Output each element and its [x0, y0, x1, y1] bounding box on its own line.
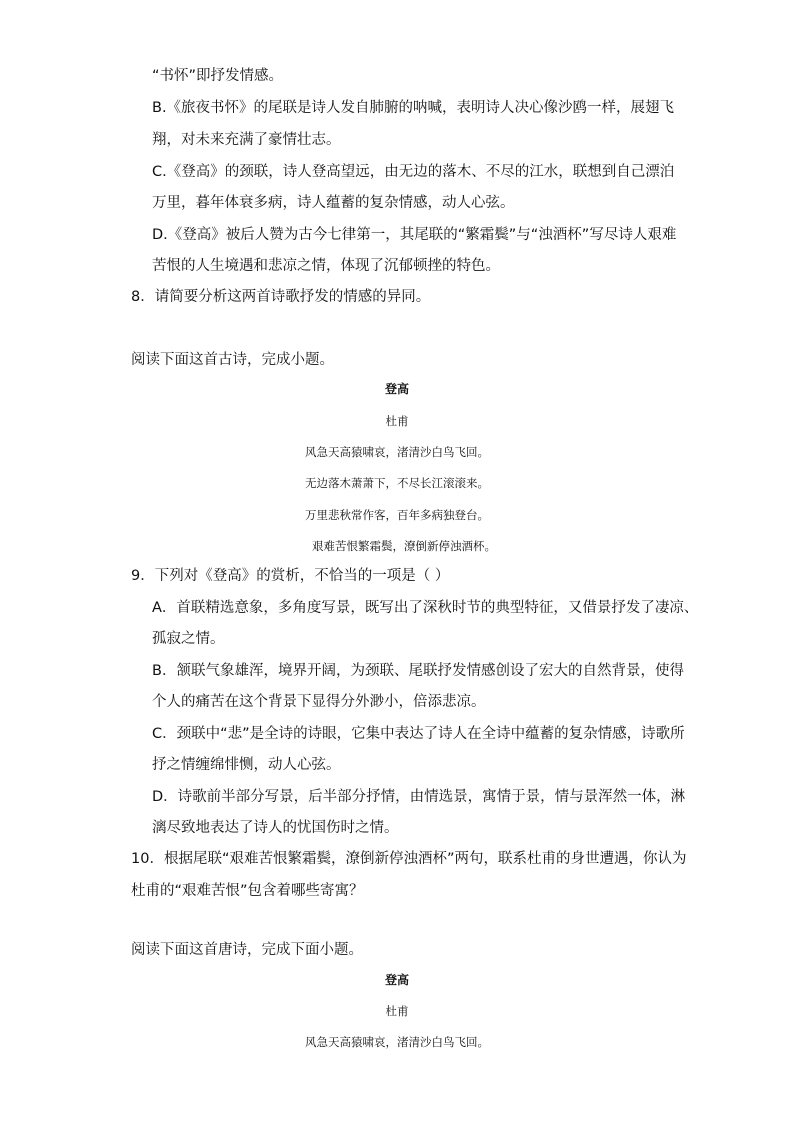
question-8: 8．请简要分析这两首诗歌抒发的情感的异同。 [131, 289, 431, 305]
question-9-option-b-line1: B．颔联气象雄浑，境界开阔，为颈联、尾联抒发情感创设了宏大的自然背景，使得 [152, 663, 684, 679]
question-9-option-b-line2: 个人的痛苦在这个背景下显得分外渺小，倍添悲凉。 [152, 694, 486, 710]
option-b-line1: B.《旅夜书怀》的尾联是诗人发自肺腑的呐喊，表明诗人决心像沙鸥一样，展翅飞 [152, 100, 675, 116]
question-9-option-a-line1: A．首联精选意象，多角度写景，既写出了深秋时节的典型特征，又借景抒发了凄凉、 [152, 600, 699, 616]
option-d-line2: 苦恨的人生境遇和悲凉之情，体现了沉郁顿挫的特色。 [152, 258, 500, 274]
poem-2-line-1: 风急天高猿啸哀，渚清沙白鸟飞回。 [305, 1035, 489, 1049]
option-d-line1: D.《登高》被后人赞为古今七律第一，其尾联的“繁霜鬓”与“浊酒杯”写尽诗人艰难 [152, 227, 677, 243]
poem-2-author: 杜甫 [385, 1004, 409, 1018]
reading-instruction-2: 阅读下面这首唐诗，完成下面小题。 [131, 942, 363, 958]
question-9-option-d-line2: 漓尽致地表达了诗人的忧国伤时之情。 [152, 820, 399, 836]
poem-1-author: 杜甫 [385, 414, 409, 428]
option-b-line2: 翔，对未来充满了豪情壮志。 [152, 132, 341, 148]
question-10-line2: 杜甫的“艰难苦恨”包含着哪些寄寓？ [131, 883, 364, 899]
reading-instruction-1: 阅读下面这首古诗，完成小题。 [131, 352, 334, 368]
question-10-line1: 10．根据尾联“艰难苦恨繁霜鬓，潦倒新停浊酒杯”两句，联系杜甫的身世遭遇，你认为 [131, 851, 687, 867]
poem-1-line-3: 万里悲秋常作客，百年多病独登台。 [305, 508, 489, 522]
question-9-option-c-line1: C．颈联中“悲”是全诗的诗眼，它集中表达了诗人在全诗中蕴蓄的复杂情感，诗歌所 [152, 726, 685, 742]
question-9-option-a-line2: 孤寂之情。 [152, 631, 225, 647]
option-c-line1: C.《登高》的颈联，诗人登高望远，由无边的落木、不尽的江水，联想到自己漂泊 [152, 164, 675, 180]
poem-2-title: 登高 [384, 973, 409, 987]
poem-1-title: 登高 [384, 382, 409, 396]
question-9-option-c-line2: 抒之情缠绵悱恻，动人心弦。 [152, 757, 341, 773]
poem-1-line-2: 无边落木萧萧下，不尽长江滚滚来。 [305, 476, 489, 490]
option-c-continuation: “书怀”即抒发情感。 [152, 68, 284, 84]
poem-1-line-4: 艰难苦恨繁霜鬓，潦倒新停浊酒杯。 [312, 539, 496, 553]
poem-1-line-1: 风急天高猿啸哀，渚清沙白鸟飞回。 [305, 445, 489, 459]
option-c-line2: 万里，暮年体衰多病，诗人蕴蓄的复杂情感，动人心弦。 [152, 195, 515, 211]
question-9-option-d-line1: D．诗歌前半部分写景，后半部分抒情，由情选景，寓情于景，情与景浑然一体，淋 [152, 789, 686, 805]
question-9-stem: 9．下列对《登高》的赏析，不恰当的一项是（ ） [131, 568, 450, 584]
